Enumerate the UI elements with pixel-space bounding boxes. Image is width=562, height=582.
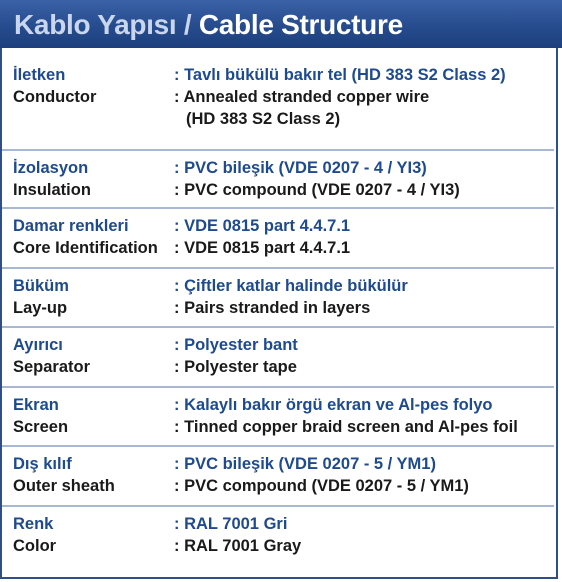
spec-row-core-identification — [2, 209, 554, 269]
value-en: : Pairs stranded in layers — [174, 299, 371, 317]
row-tr-line — [2, 277, 554, 299]
header-title-en: Cable Structure — [198, 9, 403, 40]
spec-row-insulation — [2, 151, 554, 209]
row-tr-line — [2, 396, 554, 418]
value-en: : Annealed stranded copper wire — [174, 88, 430, 106]
spec-row-screen — [2, 388, 554, 447]
spec-rows — [0, 56, 556, 565]
row-en-line — [2, 299, 554, 321]
label-en: Insulation — [13, 181, 91, 199]
row-tr-line — [2, 515, 554, 537]
row-tr-line — [2, 159, 554, 181]
label-en: Conductor — [13, 88, 97, 106]
label-tr: Ekran — [13, 396, 59, 414]
label-en: Core Identification — [13, 239, 158, 257]
header-title — [14, 9, 403, 41]
row-en-line — [2, 239, 554, 261]
row-en-line — [2, 418, 554, 440]
value-tr: : PVC bileşik (VDE 0207 - 5 / YM1) — [174, 455, 436, 473]
label-tr: Dış kılıf — [13, 455, 72, 473]
value-tr: : Kalaylı bakır örgü ekran ve Al-pes folyo — [174, 396, 493, 414]
row-tr-line — [2, 336, 554, 358]
value-en: : Polyester tape — [174, 358, 297, 376]
value-tr: : Polyester bant — [174, 336, 298, 354]
header-title-tr: Kablo Yapısı — [14, 9, 177, 40]
label-tr: Büküm — [13, 277, 69, 295]
spec-row-conductor — [2, 56, 554, 151]
table-header — [0, 0, 562, 48]
row-en-line — [2, 358, 554, 380]
spec-row-color — [2, 507, 554, 565]
row-tr-line — [2, 217, 554, 239]
label-tr: İletken — [13, 66, 66, 84]
value-en: : Tinned copper braid screen and Al-pes foil — [174, 418, 518, 436]
row-en-line — [2, 181, 554, 203]
row-en-line — [2, 537, 554, 559]
value-tr: : Tavlı bükülü bakır tel (HD 383 S2 Class 2) — [174, 66, 506, 84]
value-tr: : RAL 7001 Gri — [174, 515, 288, 533]
value-en: : PVC compound (VDE 0207 - 5 / YM1) — [174, 477, 469, 495]
label-en: Screen — [13, 418, 69, 436]
label-en: Color — [13, 537, 57, 555]
label-tr: İzolasyon — [13, 159, 89, 177]
row-en-line-cont — [2, 110, 554, 132]
label-tr: Damar renkleri — [13, 217, 129, 235]
row-en-line — [2, 88, 554, 110]
spec-row-separator — [2, 328, 554, 388]
label-tr: Ayırıcı — [13, 336, 63, 354]
row-tr-line — [2, 455, 554, 477]
value-en: : RAL 7001 Gray — [174, 537, 302, 555]
label-en: Separator — [13, 358, 91, 376]
value-tr: : Çiftler katlar halinde bükülür — [174, 277, 408, 295]
spec-row-outer-sheath — [2, 447, 554, 507]
label-en: Lay-up — [13, 299, 68, 317]
value-en: : PVC compound (VDE 0207 - 4 / YI3) — [174, 181, 460, 199]
label-en: Outer sheath — [13, 477, 115, 495]
row-tr-line — [2, 66, 554, 88]
value-tr: : PVC bileşik (VDE 0207 - 4 / YI3) — [174, 159, 427, 177]
value-tr: : VDE 0815 part 4.4.7.1 — [174, 217, 351, 235]
label-tr: Renk — [13, 515, 54, 533]
header-separator: / — [176, 9, 199, 40]
spec-row-lay-up — [2, 269, 554, 328]
value-en-cont: (HD 383 S2 Class 2) — [186, 110, 341, 128]
value-en: : VDE 0815 part 4.4.7.1 — [174, 239, 351, 257]
row-en-line — [2, 477, 554, 499]
